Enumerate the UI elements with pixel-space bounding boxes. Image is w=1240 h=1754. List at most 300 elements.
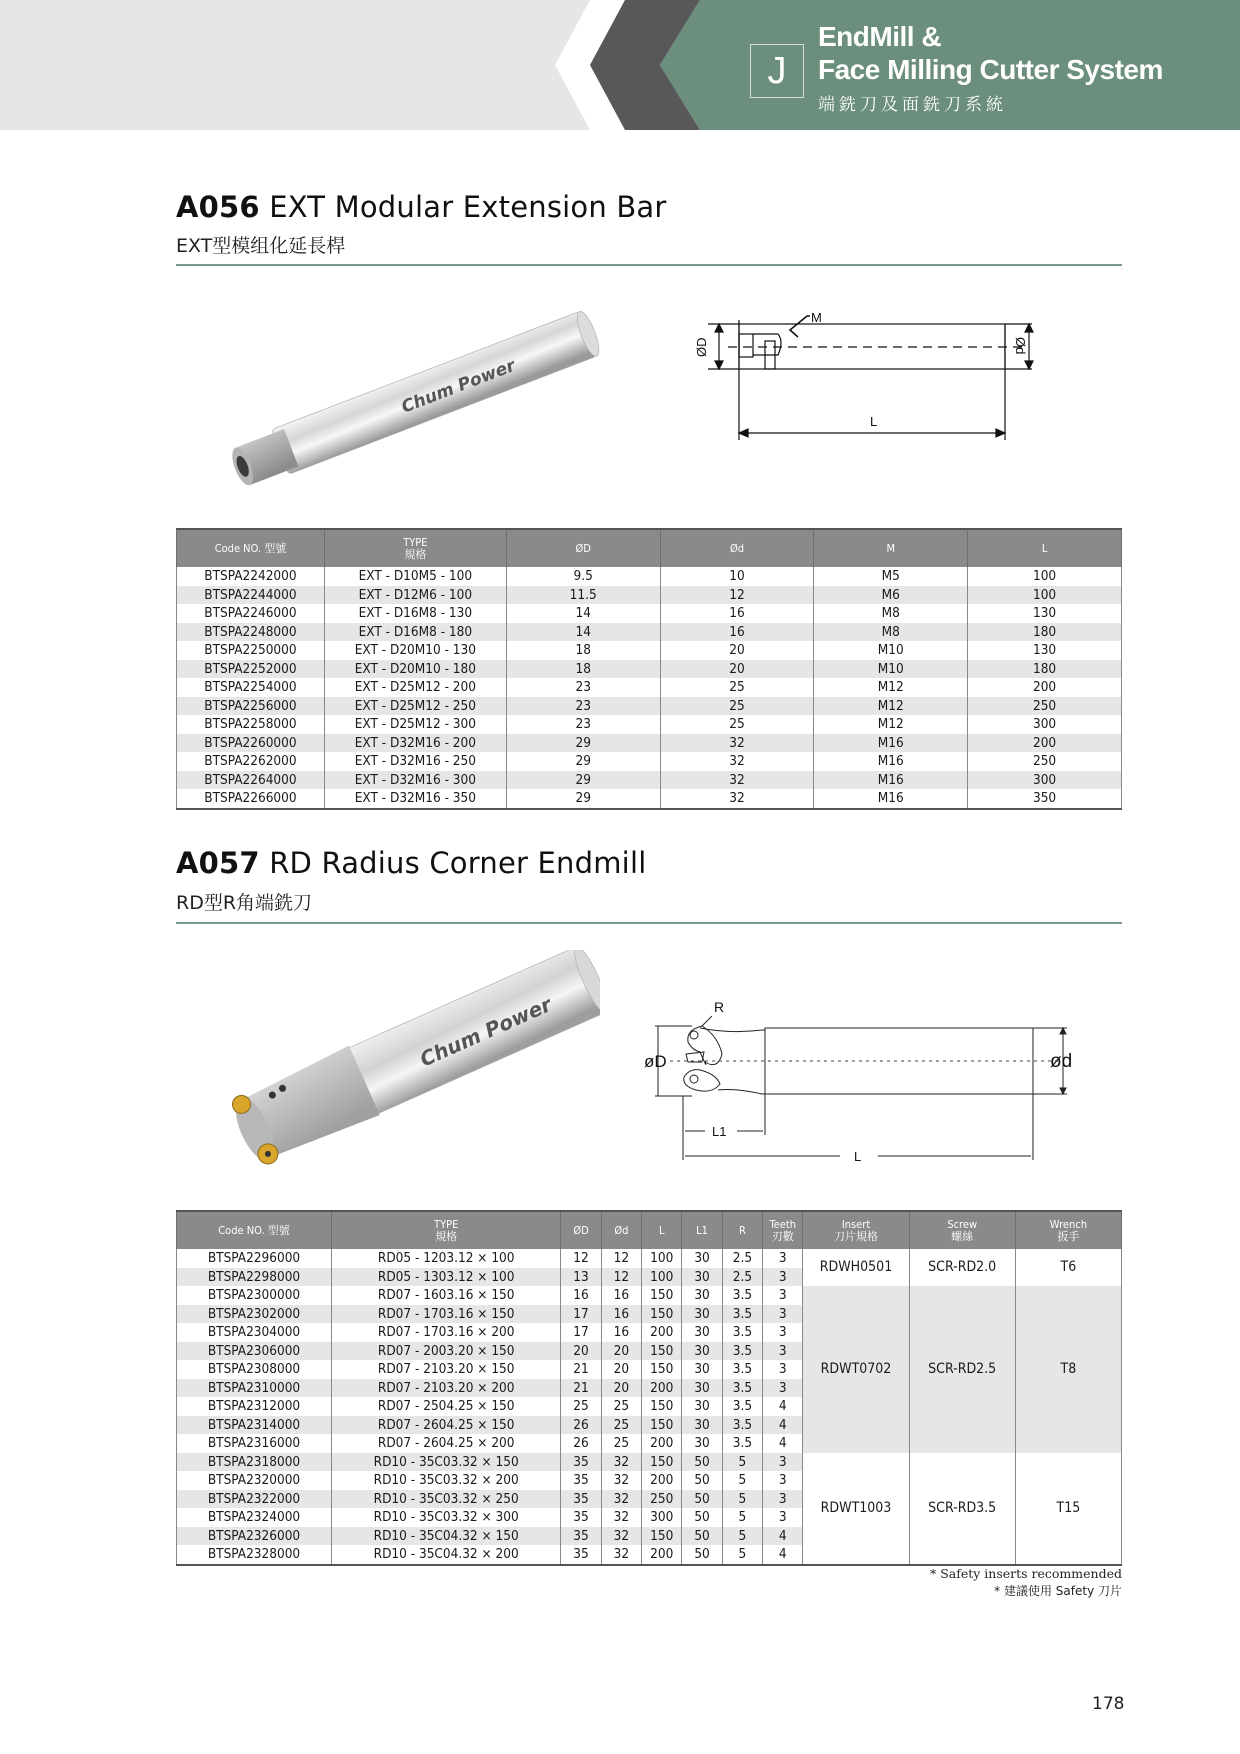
table-cell: 32 (660, 752, 814, 771)
table-cell: 150 (642, 1453, 682, 1472)
table-cell: 30 (682, 1249, 722, 1268)
table-cell: 5 (722, 1490, 762, 1509)
table-cell: 5 (722, 1545, 762, 1565)
table-cell: 35 (561, 1490, 601, 1509)
column-header-cn: 扳手 (1057, 1229, 1080, 1243)
table-cell: BTSPA2242000 (177, 567, 325, 586)
table-cell: RD05 - 1203.12 × 100 (332, 1249, 561, 1268)
table-cell: 150 (642, 1305, 682, 1324)
table-row (177, 752, 1122, 771)
table-cell: BTSPA2308000 (177, 1360, 332, 1379)
table-cell: 50 (682, 1471, 722, 1490)
table-cell: 16 (561, 1286, 601, 1305)
label-l1: L1 (712, 1124, 727, 1139)
column-header (660, 529, 814, 567)
table-cell: 30 (682, 1416, 722, 1435)
column-header-en: Insert (841, 1217, 871, 1231)
table-cell: 200 (642, 1545, 682, 1565)
table-cell: 32 (601, 1508, 641, 1527)
table-cell: 350 (968, 789, 1122, 809)
table-cell: 25 (601, 1434, 641, 1453)
table-cell: RD10 - 35C03.32 × 150 (332, 1453, 561, 1472)
brand-logo: Chum Power (416, 992, 556, 1072)
table-cell: RD10 - 35C03.32 × 250 (332, 1490, 561, 1509)
table-cell: 3 (763, 1323, 803, 1342)
table-cell: 23 (506, 715, 660, 734)
table-cell: 200 (642, 1434, 682, 1453)
column-header (814, 529, 968, 567)
table-cell: 5 (722, 1508, 762, 1527)
table-cell: BTSPA2250000 (177, 641, 325, 660)
accessory-wrench-cell: T15 (1015, 1453, 1121, 1565)
table-cell: 300 (968, 715, 1122, 734)
table-cell: 18 (506, 660, 660, 679)
table-cell: 35 (561, 1527, 601, 1546)
section-code: A057 (176, 846, 260, 880)
table-cell: 3 (763, 1360, 803, 1379)
table-cell: 30 (682, 1342, 722, 1361)
column-header-en: Code NO. 型號 (214, 541, 287, 555)
table-cell: 29 (506, 734, 660, 753)
footnote-en: * Safety inserts recommended (929, 1566, 1122, 1581)
table-cell: 30 (682, 1434, 722, 1453)
table-cell: 10 (660, 567, 814, 586)
table-cell: EXT - D16M8 - 130 (324, 604, 506, 623)
table-cell: RD05 - 1303.12 × 100 (332, 1268, 561, 1287)
extension-bar-photo (220, 310, 600, 490)
table-cell: EXT - D32M16 - 250 (324, 752, 506, 771)
table-cell: M8 (814, 604, 968, 623)
table-cell: 25 (660, 697, 814, 716)
table-cell: 25 (561, 1397, 601, 1416)
label-m: M (811, 310, 822, 325)
table-cell: BTSPA2266000 (177, 789, 325, 809)
table-cell: BTSPA2328000 (177, 1545, 332, 1565)
table-cell: M16 (814, 734, 968, 753)
table-cell: 3.5 (722, 1360, 762, 1379)
table-cell: 3 (763, 1286, 803, 1305)
label-l: L (870, 414, 878, 429)
radius-endmill-photo (220, 950, 600, 1170)
column-header-en: Code NO. 型號 (218, 1223, 290, 1237)
table-cell: 150 (642, 1527, 682, 1546)
column-header (177, 1211, 332, 1249)
accessory-wrench-cell: T6 (1015, 1249, 1121, 1286)
table-cell: 3 (763, 1508, 803, 1527)
column-header-cn: 規格 (435, 1229, 458, 1243)
column-header (332, 1211, 561, 1249)
table-cell: BTSPA2318000 (177, 1453, 332, 1472)
table-row (177, 641, 1122, 660)
table-cell: RD10 - 35C04.32 × 200 (332, 1545, 561, 1565)
table-cell: 150 (642, 1416, 682, 1435)
table-cell: BTSPA2312000 (177, 1397, 332, 1416)
table-cell: RD07 - 2604.25 × 150 (332, 1416, 561, 1435)
label-d: Ød (1013, 337, 1028, 355)
table-cell: RD07 - 1703.16 × 200 (332, 1323, 561, 1342)
table-cell: 130 (968, 641, 1122, 660)
table-header-row (177, 1211, 1122, 1249)
column-header (763, 1211, 803, 1249)
table-row (177, 789, 1122, 809)
table-cell: 23 (506, 697, 660, 716)
table-cell: EXT - D25M12 - 300 (324, 715, 506, 734)
table-cell: 20 (660, 641, 814, 660)
header-banner (0, 0, 1240, 130)
table-cell: M10 (814, 660, 968, 679)
banner-title-line1: EndMill & (818, 21, 942, 52)
table-cell: RD07 - 1703.16 × 150 (332, 1305, 561, 1324)
table-cell: RD07 - 2504.25 × 150 (332, 1397, 561, 1416)
brand-logo: Chum Power (398, 355, 519, 418)
table-cell: 32 (601, 1545, 641, 1565)
ext-bar-spec-table (176, 528, 1122, 810)
table-cell: BTSPA2246000 (177, 604, 325, 623)
table-cell: EXT - D32M16 - 300 (324, 771, 506, 790)
table-cell: RD07 - 1603.16 × 150 (332, 1286, 561, 1305)
table-cell: 25 (601, 1416, 641, 1435)
table-cell: 3.5 (722, 1434, 762, 1453)
radius-endmill-spec-table (176, 1210, 1122, 1566)
table-row (177, 734, 1122, 753)
table-row (177, 567, 1122, 586)
table-cell: 35 (561, 1545, 601, 1565)
column-header-en: TYPE (434, 1217, 459, 1231)
table-cell: 250 (968, 697, 1122, 716)
section-title-a056 (176, 190, 667, 224)
label-l: L (854, 1149, 862, 1164)
table-cell: 16 (660, 623, 814, 642)
table-header-row (177, 529, 1122, 567)
table-cell: 29 (506, 789, 660, 809)
table-cell: 3.5 (722, 1286, 762, 1305)
table-cell: RD10 - 35C03.32 × 300 (332, 1508, 561, 1527)
table-cell: 16 (601, 1286, 641, 1305)
label-r: R (714, 999, 725, 1015)
table-cell: 300 (642, 1508, 682, 1527)
table-cell: 150 (642, 1397, 682, 1416)
table-cell: 2.5 (722, 1268, 762, 1287)
table-cell: M16 (814, 752, 968, 771)
table-cell: 3.5 (722, 1342, 762, 1361)
table-cell: EXT - D20M10 - 130 (324, 641, 506, 660)
table-cell: RD10 - 35C04.32 × 150 (332, 1527, 561, 1546)
accessory-screw-cell: SCR-RD2.5 (909, 1286, 1015, 1453)
table-cell: EXT - D25M12 - 250 (324, 697, 506, 716)
table-cell: 29 (506, 752, 660, 771)
table-cell: BTSPA2314000 (177, 1416, 332, 1435)
table-cell: 32 (601, 1453, 641, 1472)
table-cell: 12 (601, 1268, 641, 1287)
table-cell: 20 (601, 1379, 641, 1398)
table-cell: 12 (660, 586, 814, 605)
table-cell: 35 (561, 1471, 601, 1490)
table-cell: 100 (642, 1268, 682, 1287)
table-row (177, 604, 1122, 623)
column-header (1015, 1211, 1121, 1249)
table-cell: BTSPA2264000 (177, 771, 325, 790)
table-cell: 150 (642, 1286, 682, 1305)
table-cell: 17 (561, 1305, 601, 1324)
table-cell: BTSPA2248000 (177, 623, 325, 642)
table-cell: 250 (968, 752, 1122, 771)
table-cell: 32 (601, 1527, 641, 1546)
table-cell: 50 (682, 1453, 722, 1472)
table-cell: 12 (601, 1249, 641, 1268)
table-cell: 12 (561, 1249, 601, 1268)
section-divider (176, 264, 1122, 266)
table-row (177, 771, 1122, 790)
table-cell: 3.5 (722, 1397, 762, 1416)
table-cell: 20 (660, 660, 814, 679)
table-cell: 3 (763, 1305, 803, 1324)
table-cell: 3.5 (722, 1379, 762, 1398)
table-cell: BTSPA2302000 (177, 1305, 332, 1324)
table-cell: 200 (968, 678, 1122, 697)
table-cell: 3 (763, 1453, 803, 1472)
table-cell: 26 (561, 1416, 601, 1435)
table-cell: 30 (682, 1397, 722, 1416)
column-header-en: M (886, 541, 896, 555)
column-header-cn: 規格 (404, 547, 427, 561)
column-header-en: Screw (947, 1217, 978, 1231)
table-cell: 18 (506, 641, 660, 660)
chapter-badge: J (750, 44, 804, 98)
table-cell: 180 (968, 660, 1122, 679)
table-cell: 30 (682, 1268, 722, 1287)
table-cell: M12 (814, 678, 968, 697)
column-header-cn: 刃數 (771, 1229, 794, 1243)
table-cell: 150 (642, 1360, 682, 1379)
table-cell: BTSPA2254000 (177, 678, 325, 697)
section-code: A056 (176, 190, 260, 224)
column-header (722, 1211, 762, 1249)
table-cell: 3.5 (722, 1305, 762, 1324)
table-cell: M16 (814, 789, 968, 809)
column-header-en: Ød (729, 541, 745, 555)
table-cell: BTSPA2322000 (177, 1490, 332, 1509)
table-cell: 3 (763, 1471, 803, 1490)
table-cell: RD07 - 2604.25 × 200 (332, 1434, 561, 1453)
accessory-wrench-cell: T8 (1015, 1286, 1121, 1453)
column-header-en: ØD (573, 1223, 589, 1237)
banner-title-line2: Face Milling Cutter System (818, 54, 1163, 85)
table-row (177, 586, 1122, 605)
column-header-en: L (1041, 541, 1048, 555)
table-cell: RD10 - 35C03.32 × 200 (332, 1471, 561, 1490)
table-cell: 250 (642, 1490, 682, 1509)
column-header-cn: 螺絲 (951, 1229, 974, 1243)
table-cell: 23 (506, 678, 660, 697)
radius-endmill-drawing (630, 990, 1090, 1170)
table-cell: 3.5 (722, 1323, 762, 1342)
section-divider (176, 922, 1122, 924)
table-cell: 32 (660, 771, 814, 790)
table-cell: 50 (682, 1527, 722, 1546)
column-header-cn: 刀片規格 (834, 1229, 878, 1243)
table-cell: 14 (506, 623, 660, 642)
table-cell: BTSPA2298000 (177, 1268, 332, 1287)
section-title-text: RD Radius Corner Endmill (269, 846, 647, 880)
table-cell: 200 (642, 1323, 682, 1342)
table-cell: BTSPA2256000 (177, 697, 325, 716)
table-cell: 9.5 (506, 567, 660, 586)
table-row (177, 697, 1122, 716)
table-cell: BTSPA2326000 (177, 1527, 332, 1546)
table-cell: 3 (763, 1379, 803, 1398)
table-cell: BTSPA2244000 (177, 586, 325, 605)
accessory-screw-cell: SCR-RD2.0 (909, 1249, 1015, 1286)
table-cell: BTSPA2306000 (177, 1342, 332, 1361)
table-cell: 32 (660, 734, 814, 753)
column-header-en: R (738, 1223, 746, 1237)
table-cell: 25 (660, 715, 814, 734)
table-cell: 25 (660, 678, 814, 697)
table-cell: 30 (682, 1286, 722, 1305)
table-cell: 26 (561, 1434, 601, 1453)
table-cell: 16 (660, 604, 814, 623)
table-row (177, 678, 1122, 697)
table-cell: M10 (814, 641, 968, 660)
accessory-screw-cell: SCR-RD3.5 (909, 1453, 1015, 1565)
table-cell: 200 (968, 734, 1122, 753)
table-cell: 21 (561, 1379, 601, 1398)
column-header-en: L (658, 1223, 665, 1237)
table-cell: 4 (763, 1397, 803, 1416)
table-cell: 16 (601, 1323, 641, 1342)
section-title-text: EXT Modular Extension Bar (269, 190, 667, 224)
table-cell: EXT - D20M10 - 180 (324, 660, 506, 679)
column-header-en: Wrench (1049, 1217, 1087, 1231)
table-cell: 30 (682, 1379, 722, 1398)
table-cell: EXT - D25M12 - 200 (324, 678, 506, 697)
table-cell: BTSPA2300000 (177, 1286, 332, 1305)
table-cell: BTSPA2296000 (177, 1249, 332, 1268)
table-row (177, 1286, 1122, 1305)
column-header (909, 1211, 1015, 1249)
column-header-en: ØD (575, 541, 591, 555)
table-cell: BTSPA2310000 (177, 1379, 332, 1398)
table-cell: 3 (763, 1342, 803, 1361)
table-cell: 32 (601, 1471, 641, 1490)
table-cell: RD07 - 2103.20 × 200 (332, 1379, 561, 1398)
section-subtitle-cn: EXT型模组化延長桿 (176, 235, 346, 257)
table-cell: 5 (722, 1471, 762, 1490)
table-cell: 150 (642, 1342, 682, 1361)
table-cell: 30 (682, 1360, 722, 1379)
column-header-en: Ød (614, 1223, 629, 1237)
page-number: 178 (1092, 1694, 1125, 1714)
table-cell: M12 (814, 715, 968, 734)
table-cell: BTSPA2260000 (177, 734, 325, 753)
table-cell: BTSPA2320000 (177, 1471, 332, 1490)
table-cell: 3 (763, 1490, 803, 1509)
table-cell: 30 (682, 1305, 722, 1324)
column-header (561, 1211, 601, 1249)
table-cell: 50 (682, 1545, 722, 1565)
table-cell: 16 (601, 1305, 641, 1324)
footnote-cn: * 建議使用 Safety 刀片 (994, 1584, 1122, 1598)
table-cell: RD07 - 2103.20 × 150 (332, 1360, 561, 1379)
banner-title (818, 20, 1163, 86)
column-header (601, 1211, 641, 1249)
table-cell: 4 (763, 1416, 803, 1435)
column-header (803, 1211, 909, 1249)
table-cell: BTSPA2262000 (177, 752, 325, 771)
table-cell: 20 (561, 1342, 601, 1361)
column-header (968, 529, 1122, 567)
table-cell: 200 (642, 1471, 682, 1490)
table-cell: 4 (763, 1545, 803, 1565)
table-cell: 3 (763, 1249, 803, 1268)
table-cell: 35 (561, 1453, 601, 1472)
table-cell: M8 (814, 623, 968, 642)
column-header (177, 529, 325, 567)
label-od: ØD (694, 337, 709, 357)
table-row (177, 715, 1122, 734)
table-cell: 300 (968, 771, 1122, 790)
section-title-a057 (176, 846, 646, 880)
table-cell: BTSPA2316000 (177, 1434, 332, 1453)
column-header (642, 1211, 682, 1249)
table-cell: M16 (814, 771, 968, 790)
table-cell: 180 (968, 623, 1122, 642)
table-cell: 35 (561, 1508, 601, 1527)
column-header (682, 1211, 722, 1249)
column-header-en: Teeth (769, 1217, 796, 1231)
accessory-insert-cell: RDWT1003 (803, 1453, 909, 1565)
section-subtitle-cn: RD型R角端銑刀 (176, 892, 313, 914)
table-cell: 4 (763, 1434, 803, 1453)
table-cell: 5 (722, 1453, 762, 1472)
table-cell: 13 (561, 1268, 601, 1287)
table-cell: 14 (506, 604, 660, 623)
table-cell: 100 (968, 586, 1122, 605)
table-cell: 3 (763, 1268, 803, 1287)
table-cell: 200 (642, 1379, 682, 1398)
table-cell: 11.5 (506, 586, 660, 605)
table-cell: 3.5 (722, 1416, 762, 1435)
table-cell: 25 (601, 1397, 641, 1416)
table-cell: 17 (561, 1323, 601, 1342)
table-cell: EXT - D32M16 - 350 (324, 789, 506, 809)
table-cell: 4 (763, 1527, 803, 1546)
table-cell: 20 (601, 1360, 641, 1379)
table-cell: 130 (968, 604, 1122, 623)
table-cell: 50 (682, 1490, 722, 1509)
table-cell: 30 (682, 1323, 722, 1342)
column-header (324, 529, 506, 567)
banner-subtitle-cn: 端銑刀及面銑刀系統 (818, 95, 1007, 115)
table-cell: EXT - D10M5 - 100 (324, 567, 506, 586)
label-d: ød (1050, 1051, 1073, 1072)
table-cell: BTSPA2258000 (177, 715, 325, 734)
table-cell: 50 (682, 1508, 722, 1527)
table-cell: BTSPA2304000 (177, 1323, 332, 1342)
table-cell: BTSPA2324000 (177, 1508, 332, 1527)
table-cell: EXT - D16M8 - 180 (324, 623, 506, 642)
table-cell: 2.5 (722, 1249, 762, 1268)
label-od: øD (644, 1052, 667, 1071)
table-cell: EXT - D12M6 - 100 (324, 586, 506, 605)
accessory-insert-cell: RDWT0702 (803, 1286, 909, 1453)
table-row (177, 660, 1122, 679)
table-cell: 20 (601, 1342, 641, 1361)
table-cell: EXT - D32M16 - 200 (324, 734, 506, 753)
table-cell: 32 (601, 1490, 641, 1509)
table-cell: 32 (660, 789, 814, 809)
table-row (177, 1453, 1122, 1472)
